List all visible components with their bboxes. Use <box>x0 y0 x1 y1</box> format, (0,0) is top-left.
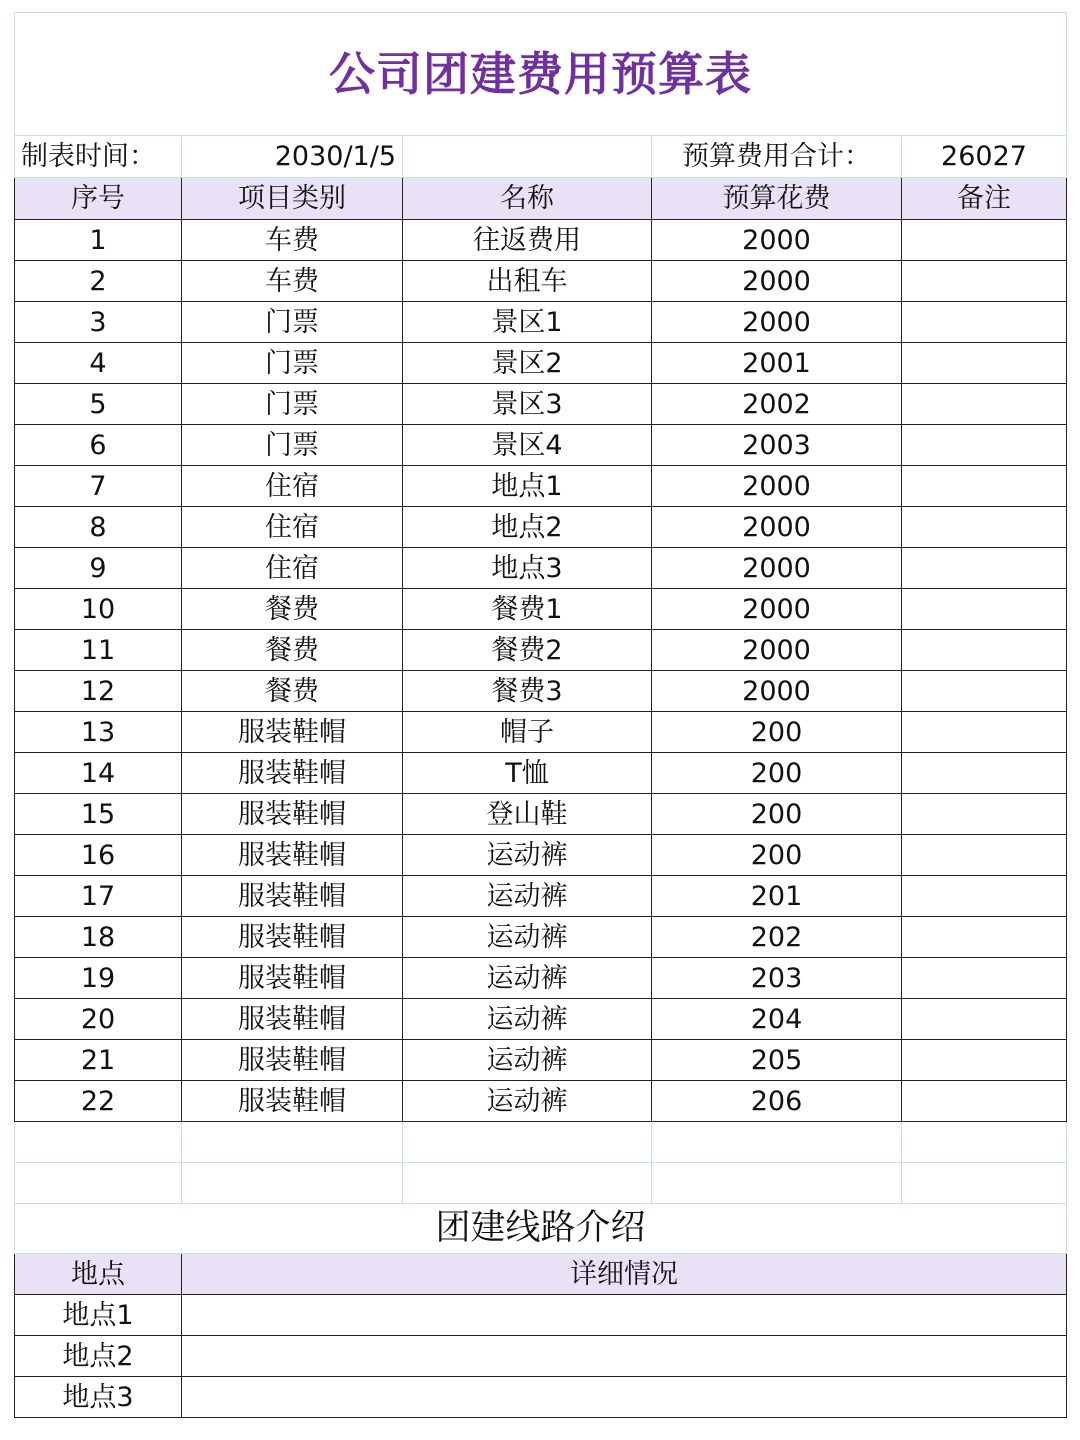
cell-name[interactable]: 餐费3 <box>403 671 652 712</box>
route-title-row <box>15 1204 1067 1254</box>
cell-name[interactable]: 景区3 <box>403 384 652 425</box>
header-name[interactable]: 名称 <box>403 178 652 220</box>
table-row <box>15 671 1067 712</box>
cell-category[interactable]: 服装鞋帽 <box>182 917 403 958</box>
empty-cell[interactable] <box>652 1163 902 1204</box>
cell-cost[interactable]: 2000 <box>652 507 902 548</box>
table-row <box>15 958 1067 999</box>
route-header-row <box>15 1254 1067 1295</box>
table-row <box>15 753 1067 794</box>
cell-cost[interactable]: 201 <box>652 876 902 917</box>
date-label[interactable]: 制表时间： <box>15 136 182 178</box>
cell-name[interactable]: 地点1 <box>403 466 652 507</box>
cell-no[interactable]: 12 <box>15 671 182 712</box>
cell-category[interactable]: 服装鞋帽 <box>182 876 403 917</box>
cell-cost[interactable]: 2000 <box>652 302 902 343</box>
total-label[interactable]: 预算费用合计： <box>652 136 902 178</box>
cell-cost[interactable]: 205 <box>652 1040 902 1081</box>
cell-no[interactable]: 4 <box>15 343 182 384</box>
cell-category[interactable]: 门票 <box>182 425 403 466</box>
cell-no[interactable]: 2 <box>15 261 182 302</box>
cell-no[interactable]: 9 <box>15 548 182 589</box>
cell-no[interactable]: 6 <box>15 425 182 466</box>
table-row <box>15 548 1067 589</box>
table-row <box>15 1081 1067 1122</box>
empty-cell[interactable] <box>182 1122 403 1163</box>
cell-cost[interactable]: 2000 <box>652 548 902 589</box>
cell-category[interactable]: 服装鞋帽 <box>182 958 403 999</box>
route-header-detail[interactable]: 详细情况 <box>182 1254 1067 1295</box>
route-detail[interactable] <box>182 1336 1067 1377</box>
cell-cost[interactable]: 200 <box>652 753 902 794</box>
cell-name[interactable]: 出租车 <box>403 261 652 302</box>
empty-cell[interactable] <box>902 1122 1067 1163</box>
cell-note[interactable] <box>902 220 1067 261</box>
empty-cell[interactable] <box>403 1163 652 1204</box>
route-place[interactable]: 地点1 <box>15 1295 182 1336</box>
cell-cost[interactable]: 200 <box>652 712 902 753</box>
cell-cost[interactable]: 2000 <box>652 466 902 507</box>
empty-cell[interactable] <box>403 1122 652 1163</box>
cell-cost[interactable]: 2000 <box>652 220 902 261</box>
cell-no[interactable]: 3 <box>15 302 182 343</box>
cell-name[interactable]: T恤 <box>403 753 652 794</box>
cell-note[interactable] <box>902 466 1067 507</box>
empty-cell[interactable] <box>15 1122 182 1163</box>
table-row <box>15 220 1067 261</box>
cell-no[interactable]: 11 <box>15 630 182 671</box>
cell-note[interactable] <box>902 261 1067 302</box>
cell-cost[interactable]: 206 <box>652 1081 902 1122</box>
table-row <box>15 466 1067 507</box>
cell-note[interactable] <box>902 835 1067 876</box>
table-row <box>15 917 1067 958</box>
cell-name[interactable]: 往返费用 <box>403 220 652 261</box>
sheet-title[interactable]: 公司团建费用预算表 <box>15 13 1067 136</box>
cell-note[interactable] <box>902 384 1067 425</box>
route-row <box>15 1295 1067 1336</box>
cell-no[interactable]: 7 <box>15 466 182 507</box>
cell-cost[interactable]: 2000 <box>652 261 902 302</box>
table-row <box>15 425 1067 466</box>
cell-category[interactable]: 住宿 <box>182 507 403 548</box>
cell-category[interactable]: 住宿 <box>182 548 403 589</box>
header-no[interactable]: 序号 <box>15 178 182 220</box>
empty-cell[interactable] <box>902 1163 1067 1204</box>
cell-category[interactable]: 门票 <box>182 302 403 343</box>
date-value[interactable]: 2030/1/5 <box>182 136 403 178</box>
table-row <box>15 302 1067 343</box>
cell-cost[interactable]: 2000 <box>652 589 902 630</box>
cell-note[interactable] <box>902 302 1067 343</box>
cell-cost[interactable]: 2002 <box>652 384 902 425</box>
route-place[interactable]: 地点2 <box>15 1336 182 1377</box>
table-row <box>15 1040 1067 1081</box>
cell-name[interactable]: 运动裤 <box>403 1081 652 1122</box>
cell-category[interactable]: 餐费 <box>182 671 403 712</box>
table-row <box>15 794 1067 835</box>
empty-cell[interactable] <box>15 1163 182 1204</box>
cell-no[interactable]: 19 <box>15 958 182 999</box>
cell-category[interactable]: 服装鞋帽 <box>182 794 403 835</box>
route-detail[interactable] <box>182 1377 1067 1418</box>
cell-note[interactable] <box>902 589 1067 630</box>
cell-name[interactable]: 帽子 <box>403 712 652 753</box>
cell-category[interactable]: 服装鞋帽 <box>182 835 403 876</box>
cell-note[interactable] <box>902 548 1067 589</box>
cell-category[interactable]: 车费 <box>182 220 403 261</box>
cell-cost[interactable]: 2003 <box>652 425 902 466</box>
cell-note[interactable] <box>902 917 1067 958</box>
cell-name[interactable]: 景区1 <box>403 302 652 343</box>
cell-name[interactable]: 运动裤 <box>403 876 652 917</box>
cell-no[interactable]: 13 <box>15 712 182 753</box>
route-section-title[interactable]: 团建线路介绍 <box>15 1204 1067 1254</box>
route-row <box>15 1336 1067 1377</box>
header-category[interactable]: 项目类别 <box>182 178 403 220</box>
cell-no[interactable]: 18 <box>15 917 182 958</box>
table-row <box>15 999 1067 1040</box>
cell-name[interactable]: 登山鞋 <box>403 794 652 835</box>
cell-category[interactable]: 服装鞋帽 <box>182 753 403 794</box>
cell-name[interactable]: 运动裤 <box>403 999 652 1040</box>
cell-cost[interactable]: 2001 <box>652 343 902 384</box>
cell-no[interactable]: 8 <box>15 507 182 548</box>
cell-no[interactable]: 21 <box>15 1040 182 1081</box>
route-header-place[interactable]: 地点 <box>15 1254 182 1295</box>
cell-note[interactable] <box>902 876 1067 917</box>
cell-note[interactable] <box>902 794 1067 835</box>
cell-no[interactable]: 14 <box>15 753 182 794</box>
empty-row <box>15 1122 1067 1163</box>
cell-name[interactable]: 餐费1 <box>403 589 652 630</box>
table-row <box>15 630 1067 671</box>
cell-no[interactable]: 17 <box>15 876 182 917</box>
cell-note[interactable] <box>902 1040 1067 1081</box>
cell-category[interactable]: 车费 <box>182 261 403 302</box>
cell-no[interactable]: 20 <box>15 999 182 1040</box>
spreadsheet <box>14 12 1066 1418</box>
title-row <box>15 13 1067 136</box>
cell-no[interactable]: 22 <box>15 1081 182 1122</box>
cell-category[interactable]: 门票 <box>182 384 403 425</box>
cell-category[interactable]: 服装鞋帽 <box>182 712 403 753</box>
cell-name[interactable]: 地点3 <box>403 548 652 589</box>
cell-note[interactable] <box>902 999 1067 1040</box>
route-detail[interactable] <box>182 1295 1067 1336</box>
cell-name[interactable]: 运动裤 <box>403 1040 652 1081</box>
cell-note[interactable] <box>902 671 1067 712</box>
cell-note[interactable] <box>902 753 1067 794</box>
meta-empty-cell[interactable] <box>403 136 652 178</box>
cell-cost[interactable]: 204 <box>652 999 902 1040</box>
cell-note[interactable] <box>902 425 1067 466</box>
table-row <box>15 384 1067 425</box>
cell-cost[interactable]: 200 <box>652 835 902 876</box>
header-cost[interactable]: 预算花费 <box>652 178 902 220</box>
cell-cost[interactable]: 200 <box>652 794 902 835</box>
table-row <box>15 261 1067 302</box>
route-row <box>15 1377 1067 1418</box>
cell-no[interactable]: 10 <box>15 589 182 630</box>
cell-name[interactable]: 运动裤 <box>403 958 652 999</box>
cell-cost[interactable]: 2000 <box>652 630 902 671</box>
cell-no[interactable]: 5 <box>15 384 182 425</box>
budget-sheet <box>14 12 1067 1418</box>
cell-cost[interactable]: 202 <box>652 917 902 958</box>
cell-category[interactable]: 住宿 <box>182 466 403 507</box>
cell-cost[interactable]: 203 <box>652 958 902 999</box>
table-row <box>15 343 1067 384</box>
cell-note[interactable] <box>902 507 1067 548</box>
table-row <box>15 712 1067 753</box>
cell-no[interactable]: 15 <box>15 794 182 835</box>
meta-row <box>15 136 1067 178</box>
cell-category[interactable]: 服装鞋帽 <box>182 1081 403 1122</box>
cell-category[interactable]: 门票 <box>182 343 403 384</box>
header-note[interactable]: 备注 <box>902 178 1067 220</box>
cell-category[interactable]: 服装鞋帽 <box>182 999 403 1040</box>
budget-header-row <box>15 178 1067 220</box>
cell-note[interactable] <box>902 1081 1067 1122</box>
cell-name[interactable]: 运动裤 <box>403 917 652 958</box>
cell-category[interactable]: 餐费 <box>182 630 403 671</box>
cell-name[interactable]: 景区2 <box>403 343 652 384</box>
cell-category[interactable]: 餐费 <box>182 589 403 630</box>
table-row <box>15 835 1067 876</box>
total-value[interactable]: 26027 <box>902 136 1067 178</box>
cell-note[interactable] <box>902 630 1067 671</box>
table-row <box>15 507 1067 548</box>
cell-name[interactable]: 景区4 <box>403 425 652 466</box>
cell-note[interactable] <box>902 343 1067 384</box>
cell-category[interactable]: 服装鞋帽 <box>182 1040 403 1081</box>
cell-name[interactable]: 地点2 <box>403 507 652 548</box>
cell-name[interactable]: 餐费2 <box>403 630 652 671</box>
empty-cell[interactable] <box>652 1122 902 1163</box>
route-place[interactable]: 地点3 <box>15 1377 182 1418</box>
cell-no[interactable]: 16 <box>15 835 182 876</box>
cell-cost[interactable]: 2000 <box>652 671 902 712</box>
cell-no[interactable]: 1 <box>15 220 182 261</box>
empty-cell[interactable] <box>182 1163 403 1204</box>
cell-note[interactable] <box>902 712 1067 753</box>
table-row <box>15 876 1067 917</box>
cell-note[interactable] <box>902 958 1067 999</box>
table-row <box>15 589 1067 630</box>
empty-row <box>15 1163 1067 1204</box>
cell-name[interactable]: 运动裤 <box>403 835 652 876</box>
